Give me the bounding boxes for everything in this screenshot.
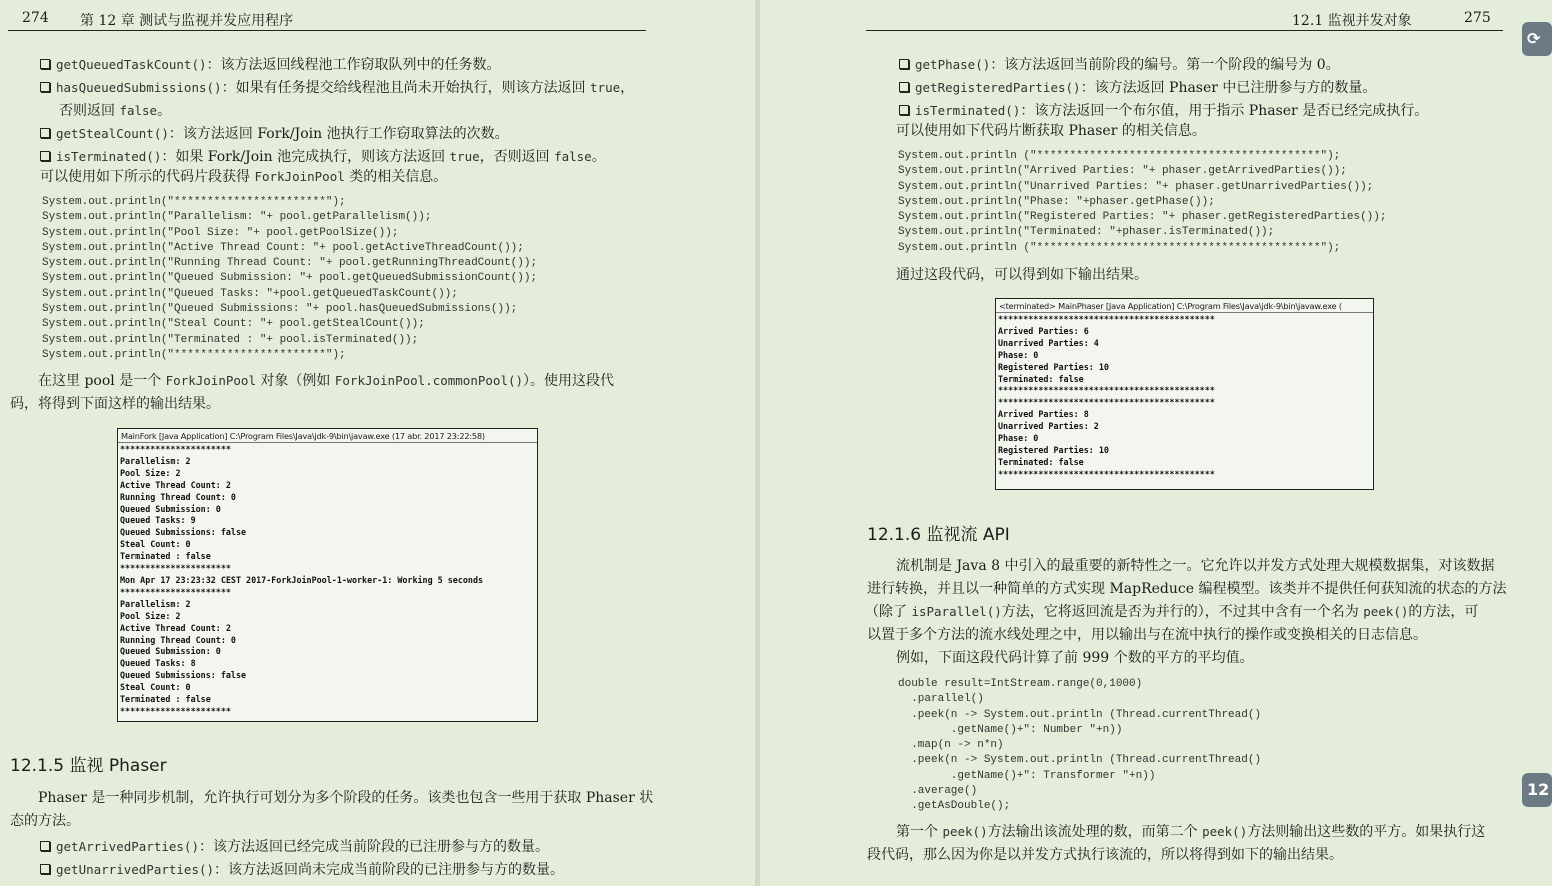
console-line: Parallelism: 2 — [120, 598, 191, 609]
right-page — [760, 0, 1546, 886]
console-screenshot — [995, 298, 1374, 490]
bullet-box-icon — [899, 82, 909, 92]
console-line: Unarrived Parties: 2 — [998, 421, 1099, 432]
console-line: Queued Submission: 0 — [120, 503, 221, 514]
paragraph-line: 进行转换，并且以一种简单的方式实现 MapReduce 编程模型。该类并不提供任何获知流的状态的方法 — [867, 581, 1507, 597]
page-number-left: 274 — [22, 10, 49, 26]
console-output — [118, 443, 537, 719]
code-line: .getName()+": Number "+n)) — [898, 723, 1123, 736]
bullet-item: isTerminated()：如果 Fork/Join 池完成执行，则该方法返回 true，否则返回 false。 — [40, 146, 606, 166]
code-line: System.out.println("Arrived Parties: "+ phaser.getArrivedParties()); — [898, 165, 1347, 178]
console-line: Running Thread Count: 0 — [120, 634, 236, 645]
console-line: Active Thread Count: 2 — [120, 479, 231, 490]
console-line: Terminated : false — [120, 694, 211, 705]
chapter-tab[interactable]: 12 — [1522, 773, 1552, 807]
bullet-box-icon — [899, 105, 909, 115]
console-line: Steal Count: 0 — [120, 539, 191, 550]
paragraph: 例如，下面这段代码计算了前 999 个数的平方的平均值。 — [896, 650, 1254, 666]
header-rule — [866, 30, 1503, 31]
section-heading: 12.1.6 监视流 API — [867, 525, 1010, 545]
code-line: .peek(n -> System.out.println (Thread.currentThread() — [898, 754, 1262, 767]
header-rule — [8, 30, 646, 31]
paragraph: 第一个 peek()方法输出该流处理的数，而第二个 peek()方法则输出这些数的平方。如果执行这 — [896, 824, 1486, 840]
code-block-stream — [898, 677, 1261, 815]
code-line: System.out.println ("*******************************************"); — [898, 150, 1341, 162]
bullet-box-icon — [899, 59, 909, 69]
console-line: Registered Parties: 10 — [998, 444, 1109, 455]
console-line: Unarrived Parties: 4 — [998, 337, 1099, 348]
code-line: System.out.println("***********************"); — [42, 348, 346, 361]
console-line: ******************************************* — [998, 468, 1215, 479]
console-title: <terminated> MainPhaser [Java Application] C:\Program Files\Java\jdk-9\bin\javaw.exe ( — [996, 299, 1373, 313]
console-line: Arrived Parties: 8 — [998, 409, 1089, 420]
console-line: ********************** — [120, 705, 231, 716]
code-line: System.out.println("Running Thread Count: "+ pool.getRunningThreadCount()); — [42, 257, 538, 270]
console-line: Registered Parties: 10 — [998, 361, 1109, 372]
code-line: System.out.println("Queued Tasks: "+pool.getQueuedTaskCount()); — [42, 287, 458, 300]
bullet-item: getUnarrivedParties()：该方法返回尚未完成当前阶段的已注册参与方的数量。 — [40, 859, 564, 879]
console-line: Queued Tasks: 8 — [120, 658, 196, 669]
code-line: .getName()+": Transformer "+n)) — [898, 769, 1156, 782]
paragraph-line: 段代码，那么因为你是以并发方式执行该流的，所以将得到如下的输出结果。 — [867, 847, 1343, 863]
code-line: System.out.println("Unarrived Parties: "+ phaser.getUnarrivedParties()); — [898, 180, 1374, 193]
console-line: Queued Tasks: 9 — [120, 515, 196, 526]
bullet-item: getStealCount()：该方法返回 Fork/Join 池执行工作窃取算法的次数。 — [40, 123, 509, 143]
code-line: .map(n -> n*n) — [898, 739, 1004, 752]
bullet-item: hasQueuedSubmissions()：如果有任务提交给线程池且尚未开始执行，则该方法返回 true， — [40, 77, 634, 97]
console-screenshot — [117, 428, 538, 722]
bullet-item: getRegisteredParties()：该方法返回 Phaser 中已注册参与方的数量。 — [899, 77, 1376, 97]
console-line: ********************** — [120, 563, 231, 574]
bullet-box-icon — [40, 59, 50, 69]
console-line: Pool Size: 2 — [120, 610, 181, 621]
section-header: 12.1 监视并发对象 — [1292, 13, 1412, 29]
code-line: System.out.println("Steal Count: "+ pool.getStealCount()); — [42, 318, 425, 331]
paragraph: 流机制是 Java 8 中引入的最重要的新特性之一。它允许以并发方式处理大规模数据集，对该数据 — [896, 558, 1495, 574]
console-line: ******************************************* — [998, 385, 1215, 396]
code-line: System.out.println("Terminated: "+phaser.isTerminated()); — [898, 226, 1275, 239]
code-line: System.out.println ("*******************************************"); — [898, 241, 1341, 254]
console-line: Queued Submissions: false — [120, 527, 247, 538]
console-line: Terminated: false — [998, 456, 1084, 467]
code-line: .parallel() — [898, 693, 984, 706]
console-line: Phase: 0 — [998, 349, 1039, 360]
paragraph: Phaser 是一种同步机制，允许执行可划分为多个阶段的任务。该类也包含一些用于获取 Phaser 状 — [38, 790, 654, 806]
left-page — [0, 0, 755, 886]
console-line: Parallelism: 2 — [120, 455, 191, 466]
paragraph-line: 码，将得到下面这样的输出结果。 — [10, 396, 220, 412]
paragraph-line: 以置于多个方法的流水线处理之中，用以输出与在流中执行的操作或变换相关的日志信息。 — [867, 627, 1427, 643]
console-line: Pool Size: 2 — [120, 467, 181, 478]
code-line: .peek(n -> System.out.println (Thread.currentThread() — [898, 708, 1262, 721]
refresh-icon[interactable]: ⟳ — [1522, 22, 1552, 56]
console-line: ******************************************* — [998, 314, 1215, 324]
bullet-box-icon — [40, 864, 50, 874]
bullet-box-icon — [40, 82, 50, 92]
bullet-item: getArrivedParties()：该方法返回已经完成当前阶段的已注册参与方的数量。 — [40, 836, 549, 856]
console-line: ********************** — [120, 444, 231, 454]
code-line: double result=IntStream.range(0,1000) — [898, 678, 1143, 690]
paragraph: 通过这段代码，可以得到如下输出结果。 — [896, 267, 1148, 283]
paragraph-line: （除了 isParallel()方法，它将返回流是否为并行的），不过其中含有一个名为 peek()的方法，可 — [865, 604, 1479, 620]
code-line: .average() — [898, 785, 978, 798]
console-line: Queued Submissions: false — [120, 670, 247, 681]
console-line: ******************************************* — [998, 397, 1215, 408]
console-output — [996, 313, 1373, 482]
intro-paragraph: 可以使用如下所示的代码片段获得 ForkJoinPool 类的相关信息。 — [40, 169, 448, 185]
console-line: Steal Count: 0 — [120, 682, 191, 693]
bullet-item: getQueuedTaskCount()：该方法返回线程池工作窃取队列中的任务数。 — [40, 54, 501, 74]
code-line: .getAsDouble(); — [898, 800, 1011, 813]
code-line: System.out.println("Active Thread Count: "+ pool.getActiveThreadCount()); — [42, 241, 524, 254]
bullet-box-icon — [40, 841, 50, 851]
console-line: Terminated : false — [120, 551, 211, 562]
code-block — [42, 195, 537, 363]
code-line: System.out.println("Pool Size: "+ pool.getPoolSize()); — [42, 226, 399, 239]
page-number-right: 275 — [1464, 10, 1491, 26]
intro-paragraph: 可以使用如下代码片断获取 Phaser 的相关信息。 — [896, 123, 1206, 139]
paragraph-line: 态的方法。 — [10, 813, 80, 829]
paragraph: 在这里 pool 是一个 ForkJoinPool 对象（例如 ForkJoinPool.commonPool()）。使用这段代 — [38, 373, 615, 389]
code-line: System.out.println("Registered Parties: "+ phaser.getRegisteredParties()); — [898, 211, 1387, 224]
console-line: Active Thread Count: 2 — [120, 622, 231, 633]
console-line: Terminated: false — [998, 373, 1084, 384]
bullet-continuation: 否则返回 false。 — [59, 103, 172, 119]
code-line: System.out.println("Queued Submissions: "+ pool.hasQueuedSubmissions()); — [42, 303, 518, 316]
console-line: Arrived Parties: 6 — [998, 325, 1089, 336]
bullet-item: isTerminated()：该方法返回一个布尔值，用于指示 Phaser 是否已经完成执行。 — [899, 100, 1428, 120]
code-line: System.out.println("Terminated : "+ pool.isTerminated()); — [42, 333, 419, 346]
code-line: System.out.println("Queued Submission: "+ pool.getQueuedSubmissionCount()); — [42, 272, 538, 285]
console-line: ********************** — [120, 586, 231, 597]
bullet-box-icon — [40, 151, 50, 161]
code-line: System.out.println("Phase: "+phaser.getPhase()); — [898, 195, 1215, 208]
code-line: System.out.println("Parallelism: "+ pool.getParallelism()); — [42, 211, 432, 224]
bullet-item: getPhase()：该方法返回当前阶段的编号。第一个阶段的编号为 0。 — [899, 54, 1340, 74]
console-line: Mon Apr 17 23:23:32 CEST 2017-ForkJoinPool-1-worker-1: Working 5 seconds — [120, 574, 484, 585]
section-heading: 12.1.5 监视 Phaser — [10, 756, 167, 776]
console-line: Running Thread Count: 0 — [120, 491, 236, 502]
console-line: Queued Submission: 0 — [120, 646, 221, 657]
chapter-title: 第 12 章 测试与监视并发应用程序 — [80, 13, 294, 29]
console-title: MainFork [Java Application] C:\Program Files\Java\jdk-9\bin\javaw.exe (17 abr. 2017 23:22:58) — [118, 429, 537, 443]
console-line: Phase: 0 — [998, 433, 1039, 444]
code-line: System.out.println("***********************"); — [42, 196, 346, 208]
bullet-box-icon — [40, 128, 50, 138]
code-block — [898, 149, 1386, 256]
